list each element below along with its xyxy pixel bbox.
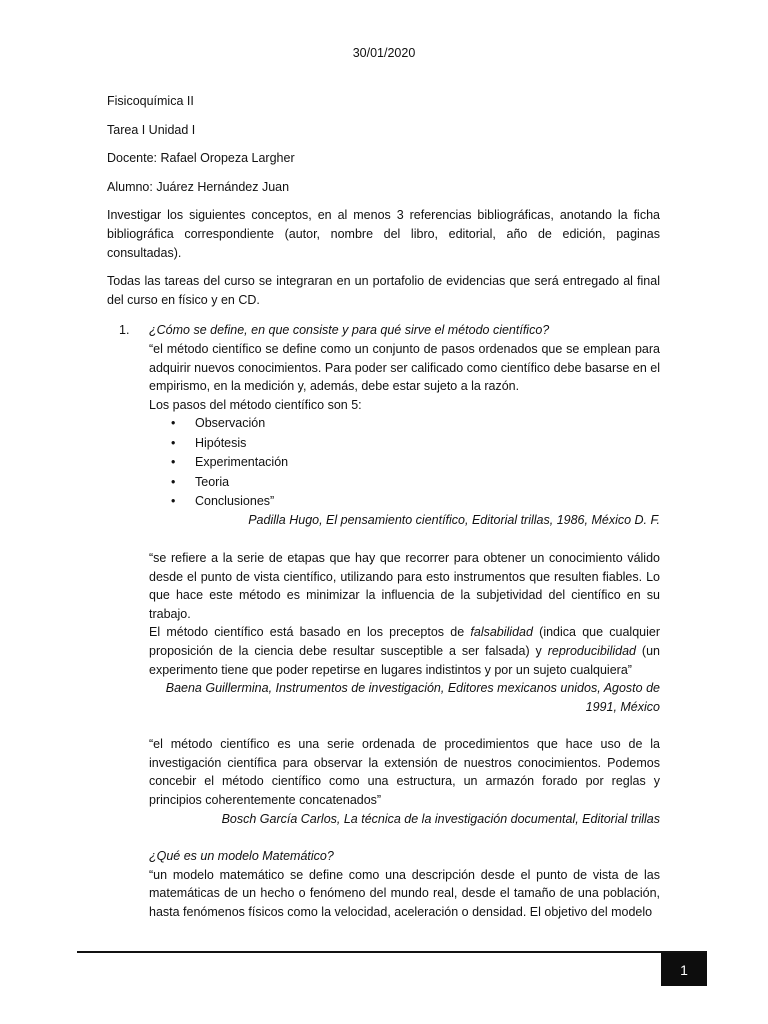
list-item: • Observación: [171, 414, 660, 433]
steps-list: [149, 414, 660, 511]
document-body: [107, 92, 660, 922]
term-falsabilidad: falsabilidad: [470, 625, 533, 640]
bullet-icon: •: [171, 416, 176, 431]
subject-line: Fisicoquímica II: [107, 94, 194, 108]
citation-2: Baena Guillermina, Instrumentos de investigación, Editores mexicanos unidos, Agosto de 1991, México: [165, 681, 660, 714]
quote-3: “el método científico es una serie ordenada de procedimientos que hace uso de la investigación científica para observar la extensión de nuestros conocimientos. Podemos concebir el método científico como una estructura, un armazón forado por reglas y principios coherentemente concatenados”: [149, 737, 660, 808]
question-1: [107, 321, 660, 921]
task-line: Tarea I Unidad I: [107, 122, 196, 137]
bullet-icon: •: [171, 435, 176, 450]
bullet-icon: •: [171, 455, 176, 470]
question-1-body: [149, 321, 660, 921]
student-line: Alumno: Juárez Hernández Juan: [107, 179, 290, 194]
citation-3: Bosch García Carlos, La técnica de la investigación documental, Editorial trillas: [221, 811, 660, 826]
page-number: 1: [661, 953, 707, 986]
citation-1: Padilla Hugo, El pensamiento científico, Editorial trillas, 1986, México D. F.: [248, 513, 660, 528]
list-item: • Hipótesis: [171, 434, 660, 453]
term-reproducibilidad: reproducibilidad: [547, 643, 636, 658]
bullet-icon: •: [171, 474, 176, 489]
quote-1: “el método científico se define como un conjunto de pasos ordenados que se emplean para adquirir nuevos conocimientos. Para poder ser calificado como científico debe basarse en el empirismo, en la medición y, además, debe estar sujeto a la razón.: [149, 341, 660, 394]
portfolio-paragraph: Todas las tareas del curso se integraran en un portafolio de evidencias que será entregado al final del curso en físico y en CD.: [107, 274, 660, 307]
question-1-text: ¿Cómo se define, en que consiste y para qué sirve el método científico?: [149, 323, 550, 338]
footer-divider: [77, 951, 707, 953]
list-item: • Experimentación: [171, 453, 660, 472]
steps-intro: Los pasos del método científico son 5:: [149, 397, 362, 412]
bullet-icon: •: [171, 493, 176, 508]
document-date: 30/01/2020: [352, 46, 416, 60]
question-2-text: ¿Qué es un modelo Matemático?: [149, 849, 334, 864]
question-number: 1.: [119, 323, 130, 338]
quote-4: “un modelo matemático se define como una descripción desde el punto de vista de las matemáticas de un hecho o fenómeno del mundo real, desde el tamaño de una población, hasta fenómenos físicos como la velocidad, aceleración o densidad. El objetivo del modelo: [149, 867, 660, 920]
teacher-line: Docente: Rafael Oropeza Largher: [107, 151, 295, 166]
quote-2a: “se refiere a la serie de etapas que hay que recorrer para obtener un conocimiento válido desde el punto de vista científico, utilizando para esto instrumentos que resulten fiables. Lo que hace este método es minimizar la influencia de la subjetividad del científico en su trabajo.: [149, 550, 660, 621]
list-item: • Conclusiones”: [171, 492, 660, 511]
quote-2b: El método científico está basado en los preceptos de falsabilidad (indica que cualquier proposición de la ciencia debe resultar susceptible a ser falsada) y reproducibilidad (un experimento tiene que poder repetirse en lugares indistintos y por un sujeto cualquiera”: [149, 625, 660, 677]
intro-paragraph: Investigar los siguientes conceptos, en al menos 3 referencias bibliográficas, anotando la ficha bibliográfica correspondiente (autor, nombre del libro, editorial, año de edición, paginas consultadas).: [107, 208, 660, 260]
list-item: • Teoria: [171, 473, 660, 492]
